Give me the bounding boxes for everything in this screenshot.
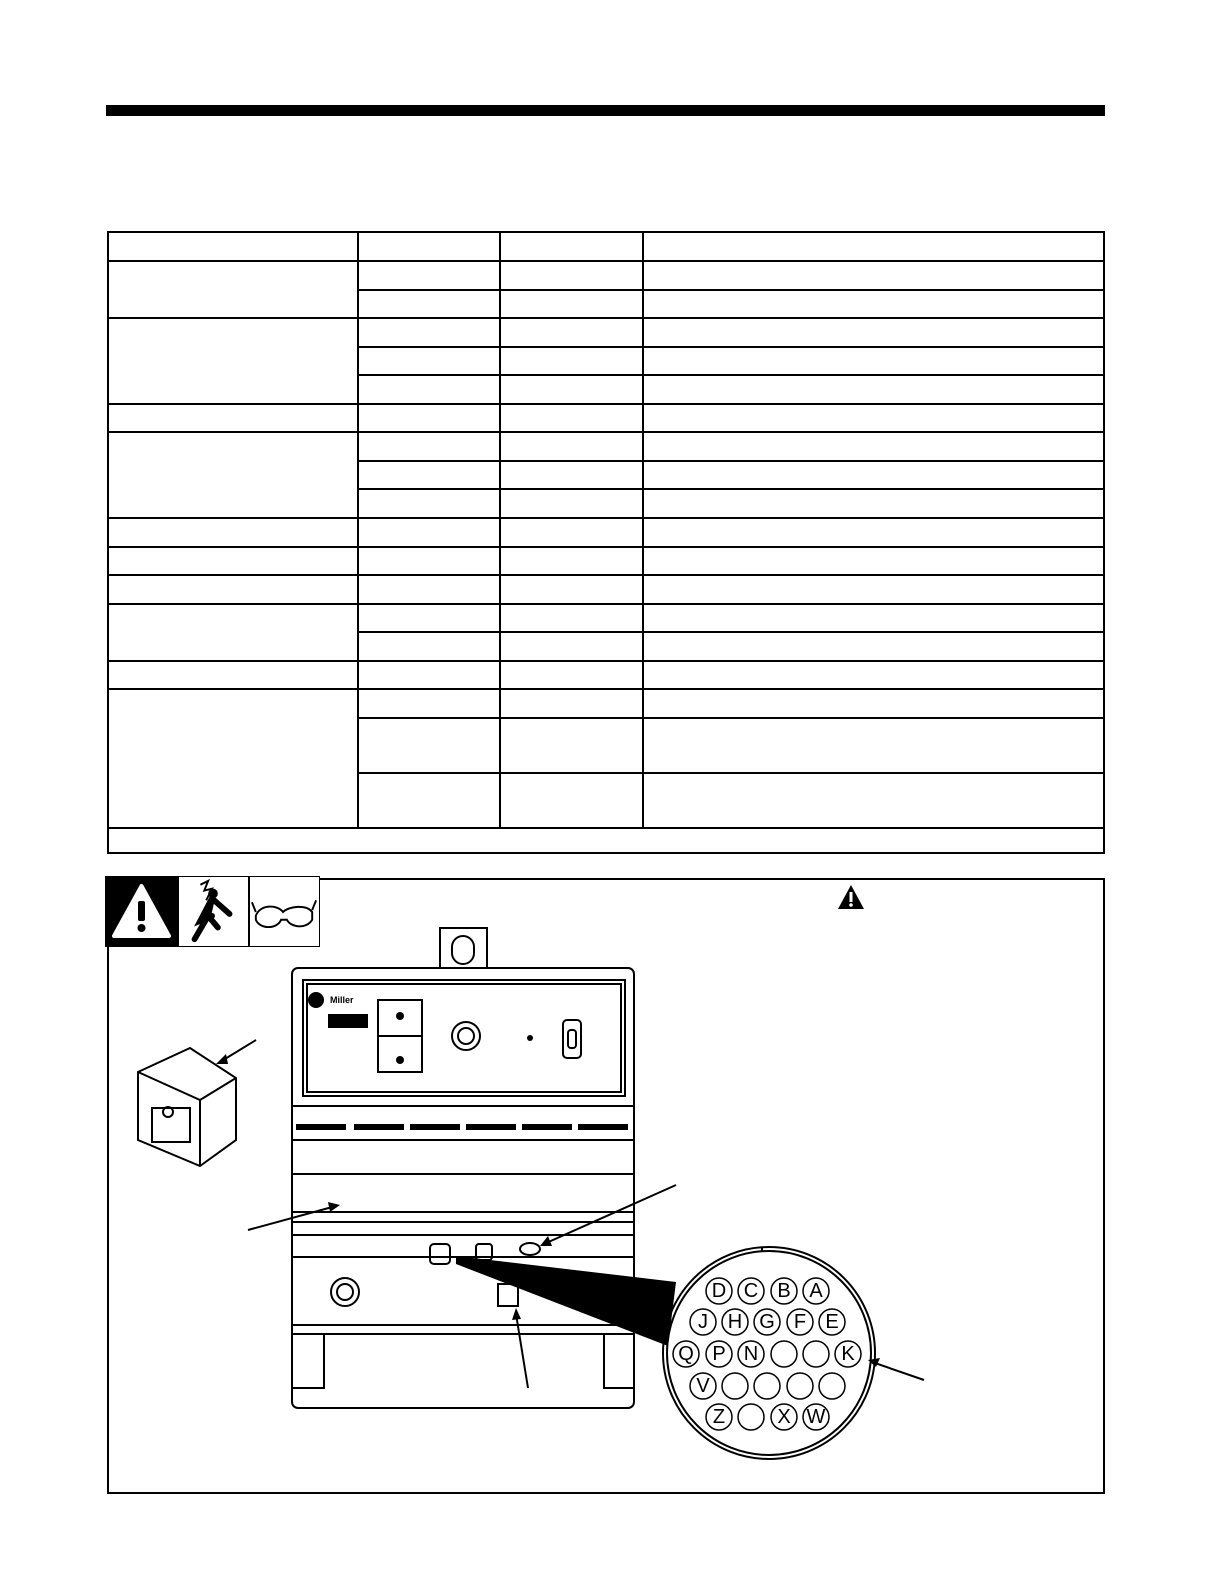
connector-pin-blank5 bbox=[787, 1373, 813, 1399]
connector-pin-label: Q bbox=[678, 1343, 694, 1365]
connector-pin-label: W bbox=[806, 1406, 826, 1428]
connector-pin-label: G bbox=[759, 1311, 775, 1333]
brand-logo: Miller bbox=[330, 995, 354, 1005]
connector-pin-label: P bbox=[712, 1343, 726, 1365]
connector-pin-label: A bbox=[809, 1280, 823, 1302]
connector-pin-label: N bbox=[743, 1343, 759, 1365]
connector-pin-blank6 bbox=[819, 1373, 845, 1399]
connector-pin-blank2 bbox=[803, 1341, 829, 1367]
connector-pin-blank1 bbox=[771, 1341, 797, 1367]
connector-pin-blank4 bbox=[754, 1373, 780, 1399]
connector-pin-label: K bbox=[841, 1343, 855, 1365]
connector-pin-label: B bbox=[777, 1280, 791, 1302]
connector-pin-label: F bbox=[793, 1311, 807, 1333]
connector-pin-layout bbox=[673, 1278, 861, 1430]
connector-pin-label: V bbox=[696, 1375, 710, 1397]
connector-pin-label: X bbox=[777, 1406, 791, 1428]
connector-pin-label: E bbox=[825, 1311, 839, 1333]
connector-pin-blank3 bbox=[722, 1373, 748, 1399]
connector-pin-label: D bbox=[711, 1280, 727, 1302]
connector-pin-label: Z bbox=[712, 1406, 726, 1428]
connector-pin-label: H bbox=[727, 1311, 743, 1333]
connector-pin-blank7 bbox=[738, 1404, 764, 1430]
connector-pin-label: J bbox=[698, 1311, 708, 1333]
connector-pin-label: C bbox=[743, 1280, 759, 1302]
